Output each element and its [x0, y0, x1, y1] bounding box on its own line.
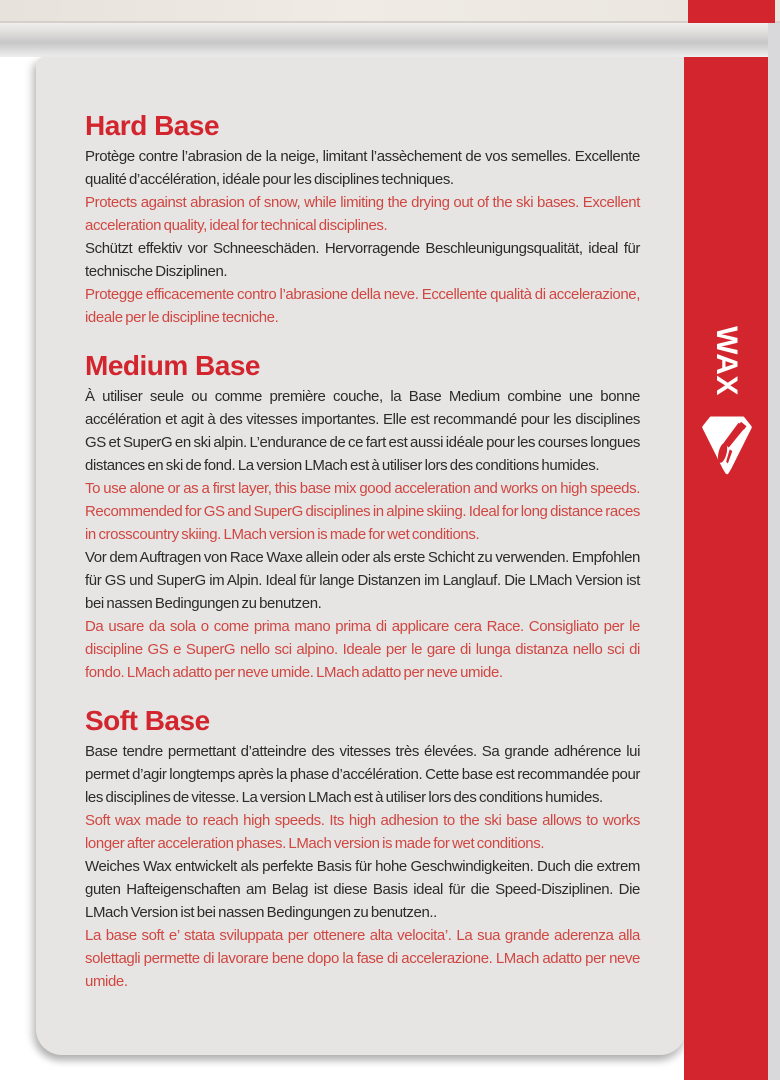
paragraph-english: Soft wax made to reach high speeds. Its high adhesion to the ski base allows to works longer after acceleration phases. LMach version is made for wet conditions.	[85, 812, 640, 852]
page-gap-shadow	[0, 23, 780, 57]
paragraph-french: Protège contre l’abrasion de la neige, limitant l’assèchement de vos semelles. Excellente qualité d’accélération, idéale pour les disciplines techniques.	[85, 148, 640, 188]
paragraph-german: Schützt effektiv vor Schneeschäden. Hervorragende Beschleunigungsqualität, ideal für technische Disziplinen.	[85, 240, 640, 280]
paragraph-italian: La base soft e’ stata sviluppata per ottenere alta velocita’. La sua grande aderenza alla solettagli permette di lavorare bene dopo la fase di accelerazione. LMach adatto per neve umide.	[85, 927, 640, 990]
paragraph-german: Vor dem Auftragen von Race Waxe allein oder als erste Schicht zu verwenden. Empfohlen für GS und SuperG im Alpin. Ideal für lange Distanzen im Langlauf. Die LMach Version ist bei nassen Bedingungen zu benutzen.	[85, 549, 640, 612]
section-soft-base	[85, 706, 640, 993]
paragraph-english: To use alone or as a first layer, this base mix good acceleration and works on high speeds. Recommended for GS and SuperG disciplines in alpine skiing. Ideal for long distance races in crosscountry skiing. LMach version is made for wet conditions.	[85, 480, 640, 543]
content-panel	[36, 57, 686, 1055]
paragraph-german: Weiches Wax entwickelt als perfekte Basis für hohe Geschwindigkeiten. Duch die extrem guten Hafteigenschaften am Belag ist diese Basis ideal für die Speed-Disziplinen. Die LMach Version ist bei nassen Bedingungen zu benutzen..	[85, 858, 640, 921]
wax-iron-icon	[699, 413, 755, 475]
previous-page-edge	[0, 0, 780, 23]
section-hard-base	[85, 111, 640, 329]
paragraph-french: À utiliser seule ou comme première couche, la Base Medium combine une bonne accélération et agit à des vitesses importantes. Elle est recommandé pour les disciplines GS et SuperG en ski alpin. L’endurance de ce fart est aussi idéale pour les courses longues distances en ski de fond. La version LMach est à utiliser lors des conditions humides.	[85, 388, 640, 474]
wax-side-tab	[684, 57, 768, 1080]
wax-tab-label: WAX	[710, 326, 743, 396]
section-medium-base	[85, 351, 640, 684]
section-title: Medium Base	[85, 350, 260, 381]
paragraph-french: Base tendre permettant d’atteindre des vitesses très élevées. Sa grande adhérence lui permet d’agir longtemps après la phase d’accélération. Cette base est recommandée pour les disciplines de vitesse. La version LMach est à utiliser lors des conditions humides.	[85, 743, 640, 806]
paragraph-english: Protects against abrasion of snow, while limiting the drying out of the ski bases. Excellent acceleration quality, ideal for technical disciplines.	[85, 194, 640, 234]
section-title: Soft Base	[85, 705, 210, 736]
corner-red-block	[688, 0, 775, 23]
paragraph-italian: Da usare da sola o come prima mano prima di applicare cera Race. Consigliato per le discipline GS e SuperG nello sci alpino. Ideale per le gare di lunga distanza nello sci di fondo. LMach adatto per neve umide. LMach adatto per neve umide.	[85, 618, 640, 681]
paragraph-italian: Protegge efficacemente contro l’abrasione della neve. Eccellente qualità di accelerazione, ideale per le discipline tecniche.	[85, 286, 640, 326]
scan-edge-strip	[768, 23, 780, 1080]
section-title: Hard Base	[85, 110, 220, 141]
